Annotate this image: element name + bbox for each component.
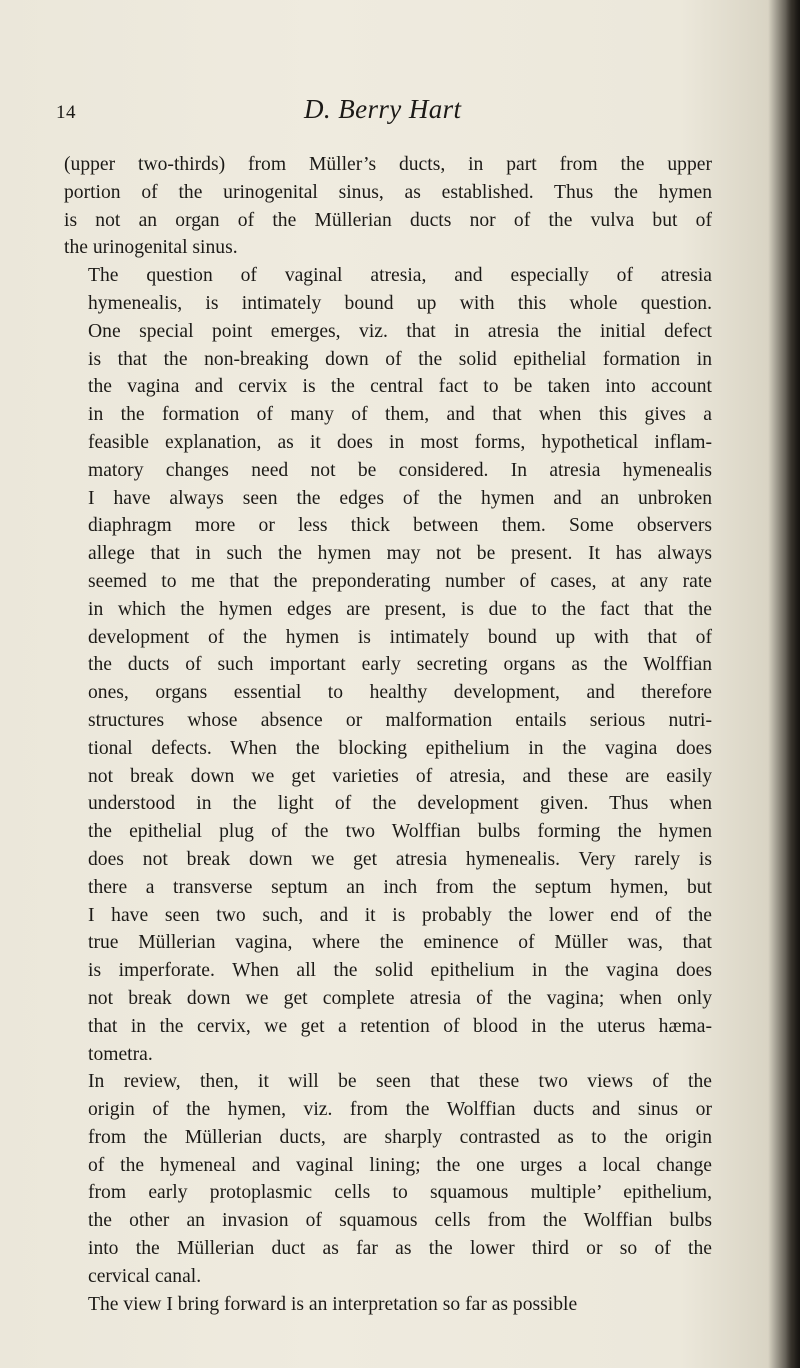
text-line: allege that in such the hymen may not be present. It has always <box>88 543 712 565</box>
paragraph <box>64 262 712 1068</box>
text-line: true Müllerian vagina, where the eminence of Müller was, that <box>88 932 712 954</box>
text-line: ones, organs essential to healthy development, and therefore <box>88 682 712 704</box>
text-line: In review, then, it will be seen that these two views of the <box>88 1071 712 1093</box>
text-line: of the hymeneal and vaginal lining; the one urges a local change <box>88 1154 712 1176</box>
text-line: cervical canal. <box>88 1265 202 1287</box>
text-line: understood in the light of the development given. Thus when <box>88 793 712 815</box>
page-edge-shadow <box>786 0 800 1368</box>
text-line: origin of the hymen, viz. from the Wolffian ducts and sinus or <box>88 1099 712 1121</box>
text-line: into the Müllerian duct as far as the lower third or so of the <box>88 1238 712 1260</box>
text-line: feasible explanation, as it does in most forms, hypothetical inflam- <box>88 431 712 453</box>
text-line: I have seen two such, and it is probably the lower end of the <box>88 904 712 926</box>
text-line: in which the hymen edges are present, is due to the fact that the <box>88 598 712 620</box>
paragraph <box>64 151 712 262</box>
page-number: 14 <box>56 102 76 123</box>
text-line: in the formation of many of them, and that when this gives a <box>88 404 712 426</box>
text-line: is not an organ of the Müllerian ducts nor of the vulva but of <box>64 209 712 231</box>
text-line: tometra. <box>88 1043 153 1065</box>
text-line: One special point emerges, viz. that in atresia the initial defect <box>88 320 712 342</box>
text-line: matory changes need not be considered. In atresia hymenealis <box>88 459 712 481</box>
text-line: seemed to me that the preponderating number of cases, at any rate <box>88 570 712 592</box>
text-line: the ducts of such important early secreting organs as the Wolffian <box>88 654 712 676</box>
text-line: development of the hymen is intimately bound up with that of <box>88 626 712 648</box>
running-head: D. Berry Hart <box>304 94 462 124</box>
paragraph <box>64 1291 712 1319</box>
paragraph <box>64 1068 712 1290</box>
text-line: diaphragm more or less thick between them. Some observers <box>88 515 712 537</box>
text-line: The view I bring forward is an interpretation so far as possible <box>88 1293 578 1315</box>
text-line: the other an invasion of squamous cells from the Wolffian bulbs <box>88 1210 712 1232</box>
text-line: portion of the urinogenital sinus, as established. Thus the hymen <box>64 181 712 203</box>
text-line: not break down we get complete atresia of the vagina; when only <box>88 987 712 1009</box>
body-text <box>64 151 712 1318</box>
text-line: from early protoplasmic cells to squamous multiple’ epithelium, <box>88 1182 712 1204</box>
page-header <box>56 94 716 134</box>
text-line: (upper two-thirds) from Müller’s ducts, in part from the upper <box>64 154 712 175</box>
text-line: The question of vaginal atresia, and especially of atresia <box>88 265 712 287</box>
text-line: not break down we get varieties of atresia, and these are easily <box>88 765 712 787</box>
text-line: from the Müllerian ducts, are sharply contrasted as to the origin <box>88 1126 712 1148</box>
text-line: does not break down we get atresia hymenealis. Very rarely is <box>88 848 712 870</box>
text-line: the epithelial plug of the two Wolffian bulbs forming the hymen <box>88 821 712 843</box>
text-line: is imperforate. When all the solid epithelium in the vagina does <box>88 960 712 982</box>
text-line: I have always seen the edges of the hymen and an unbroken <box>88 487 712 509</box>
text-line: there a transverse septum an inch from the septum hymen, but <box>88 876 712 898</box>
text-line: tional defects. When the blocking epithelium in the vagina does <box>88 737 712 759</box>
text-line: the urinogenital sinus. <box>64 237 238 259</box>
text-line: is that the non-breaking down of the solid epithelial formation in <box>88 348 712 370</box>
text-line: the vagina and cervix is the central fact to be taken into account <box>88 376 712 398</box>
text-line: hymenealis, is intimately bound up with this whole question. <box>88 292 712 314</box>
text-line: structures whose absence or malformation entails serious nutri- <box>88 709 712 731</box>
text-line: that in the cervix, we get a retention of blood in the uterus hæma- <box>88 1015 712 1037</box>
